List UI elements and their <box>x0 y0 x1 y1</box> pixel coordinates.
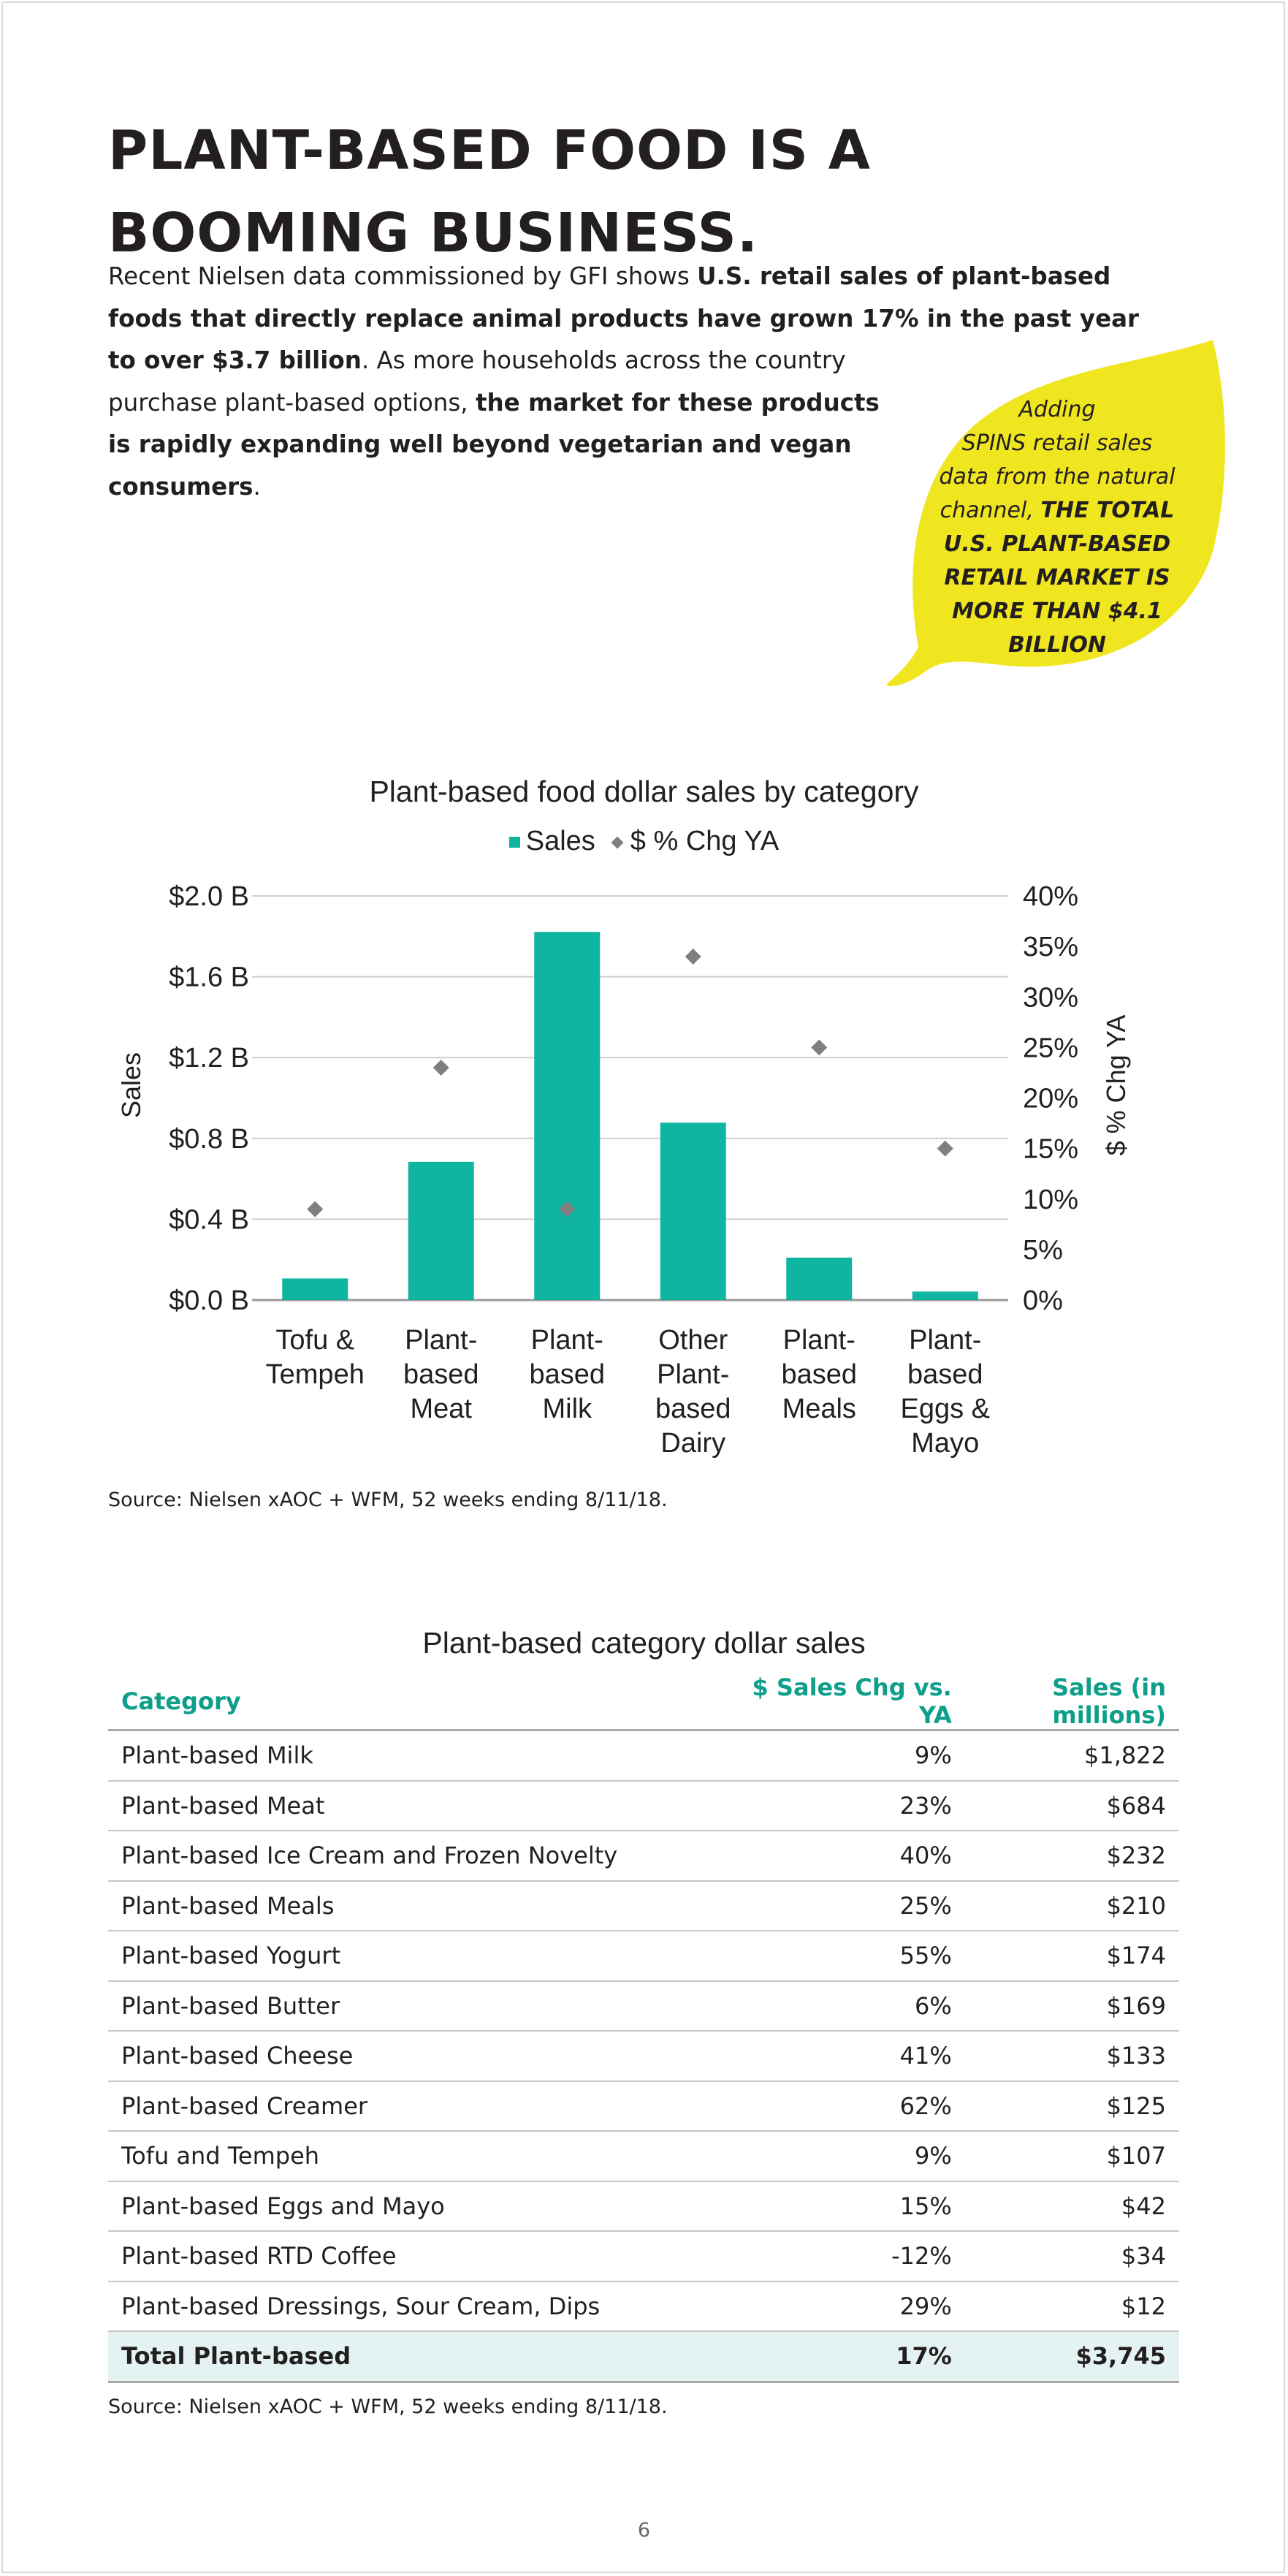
sales-change-cell: 40% <box>729 1831 965 1881</box>
intro-bold: the market for these products <box>475 388 880 417</box>
table-total-row <box>108 2331 1179 2382</box>
x-tick-label: Other <box>658 1325 728 1356</box>
header-category: Category <box>108 1673 729 1730</box>
table-row <box>108 1931 1179 1981</box>
leaf-callout-text <box>929 393 1185 662</box>
sales-cell: $107 <box>965 2131 1179 2181</box>
y-tick-label: $0.8 B <box>169 1123 249 1155</box>
legend-chg-label: $ % Chg YA <box>630 826 780 856</box>
y2-tick-label: 15% <box>1023 1133 1079 1165</box>
sales-cell: $210 <box>965 1881 1179 1931</box>
headline-line-1: PLANT-BASED FOOD IS A <box>108 119 872 182</box>
y2-tick-label: 0% <box>1023 1285 1063 1316</box>
y-tick-label: $1.2 B <box>169 1043 249 1074</box>
x-tick-label: based <box>403 1359 479 1390</box>
sales-cell: $125 <box>965 2081 1179 2132</box>
table-row <box>108 1981 1179 2032</box>
x-tick-label: Tofu & <box>275 1325 355 1356</box>
headline-line-2: BOOMING BUSINESS. <box>108 202 759 265</box>
y-tick-label: $2.0 B <box>169 881 249 912</box>
legend-chg-marker <box>611 836 623 848</box>
callout-line: Adding <box>1018 397 1096 422</box>
x-tick-label: based <box>907 1359 983 1390</box>
table-header-row <box>108 1673 1179 1730</box>
sales-cell: $684 <box>965 1781 1179 1831</box>
table-row <box>108 2231 1179 2281</box>
x-tick-label: based <box>655 1394 731 1424</box>
x-tick-label: based <box>781 1359 858 1390</box>
y2-tick-label: 30% <box>1023 982 1079 1014</box>
table-row <box>108 1781 1179 1831</box>
y2-tick-label: 20% <box>1023 1083 1079 1114</box>
y-tick-label: $0.0 B <box>169 1285 249 1316</box>
table-source-note: Source: Nielsen xAOC + WFM, 52 weeks ending 8/11/18. <box>108 2395 668 2418</box>
callout-line: SPINS retail sales <box>961 430 1153 456</box>
table-row <box>108 1831 1179 1881</box>
callout-bold: MORE THAN $4.1 <box>952 599 1162 624</box>
sales-table <box>108 1673 1179 2383</box>
category-cell: Tofu and Tempeh <box>108 2131 729 2181</box>
category-cell: Plant-based Milk <box>108 1730 729 1781</box>
sales-cell: $42 <box>965 2181 1179 2232</box>
table-row <box>108 2181 1179 2232</box>
category-cell: Plant-based Meals <box>108 1881 729 1931</box>
legend-sales-label: Sales <box>525 826 595 856</box>
page-number: 6 <box>637 2519 651 2542</box>
legend-sales-swatch <box>509 837 520 848</box>
intro-bold: consumers <box>108 472 254 501</box>
sales-change-cell: 41% <box>729 2031 965 2081</box>
header-sales-change: $ Sales Chg vs. YA <box>729 1673 965 1730</box>
callout-line: data from the natural <box>939 464 1175 490</box>
category-cell: Plant-based Dressings, Sour Cream, Dips <box>108 2281 729 2332</box>
chart-source-note: Source: Nielsen xAOC + WFM, 52 weeks ending 8/11/18. <box>108 1489 668 1511</box>
table-row <box>108 1881 1179 1931</box>
intro-bold: to over $3.7 billion <box>108 346 362 374</box>
y2-tick-label: 5% <box>1023 1234 1063 1266</box>
callout-bold: RETAIL MARKET IS <box>944 565 1170 590</box>
callout-line: channel, <box>940 498 1041 523</box>
x-tick-label: Eggs & <box>900 1394 991 1424</box>
x-tick-label: Milk <box>542 1394 592 1424</box>
total-change-cell: 17% <box>729 2331 965 2382</box>
table-row <box>108 2131 1179 2181</box>
y-tick-label: $1.6 B <box>169 962 249 993</box>
sales-change-cell: 55% <box>729 1931 965 1981</box>
sales-cell: $232 <box>965 1831 1179 1881</box>
x-tick-label: Mayo <box>911 1428 980 1459</box>
x-tick-label: Plant- <box>782 1325 856 1356</box>
sales-change-cell: 25% <box>729 1881 965 1931</box>
table-row <box>108 2281 1179 2332</box>
sales-cell: $34 <box>965 2231 1179 2281</box>
sales-change-cell: 9% <box>729 1730 965 1781</box>
callout-bold: BILLION <box>1007 632 1107 658</box>
table-row <box>108 2031 1179 2081</box>
category-cell: Plant-based Meat <box>108 1781 729 1831</box>
category-cell: Plant-based RTD Coffee <box>108 2231 729 2281</box>
y2-axis-label: $ % Chg YA <box>1101 1014 1131 1156</box>
sales-change-cell: 9% <box>729 2131 965 2181</box>
sales-change-cell: 62% <box>729 2081 965 2132</box>
category-cell: Plant-based Eggs and Mayo <box>108 2181 729 2232</box>
intro-text: . <box>253 472 261 501</box>
sales-cell: $169 <box>965 1981 1179 2032</box>
x-tick-label: Plant- <box>530 1325 603 1356</box>
total-sales-cell: $3,745 <box>965 2331 1179 2382</box>
table-row <box>108 1730 1179 1781</box>
intro-bold: U.S. retail sales of plant-based <box>697 262 1111 290</box>
sales-cell: $12 <box>965 2281 1179 2332</box>
category-cell: Plant-based Yogurt <box>108 1931 729 1981</box>
category-cell: Plant-based Cheese <box>108 2031 729 2081</box>
y-tick-label: $0.4 B <box>169 1204 249 1236</box>
total-label-cell: Total Plant-based <box>108 2331 729 2382</box>
table-row <box>108 2081 1179 2132</box>
sales-change-cell: 15% <box>729 2181 965 2232</box>
intro-text: . As more households across the country <box>361 346 846 374</box>
x-tick-label: Plant- <box>657 1359 730 1390</box>
header-sales: Sales (in millions) <box>965 1673 1179 1730</box>
y-axis-label: Sales <box>116 1052 146 1119</box>
sales-cell: $1,822 <box>965 1730 1179 1781</box>
category-cell: Plant-based Butter <box>108 1981 729 2032</box>
y2-tick-label: 25% <box>1023 1033 1079 1064</box>
category-cell: Plant-based Creamer <box>108 2081 729 2132</box>
callout-bold: U.S. PLANT-BASED <box>943 531 1171 557</box>
x-tick-label: based <box>529 1359 606 1390</box>
category-cell: Plant-based Ice Cream and Frozen Novelty <box>108 1831 729 1881</box>
page-headline <box>108 110 985 275</box>
x-tick-label: Tempeh <box>265 1359 365 1390</box>
x-tick-label: Dairy <box>660 1428 726 1459</box>
intro-bold: is rapidly expanding well beyond vegetarian and vegan <box>108 430 852 458</box>
sales-change-cell: 23% <box>729 1781 965 1831</box>
intro-text: Recent Nielsen data commissioned by GFI shows <box>108 262 698 290</box>
callout-bold: THE TOTAL <box>1040 498 1175 523</box>
sales-change-cell: 29% <box>729 2281 965 2332</box>
x-tick-label: Meals <box>782 1394 856 1424</box>
intro-text: purchase plant-based options, <box>108 388 476 417</box>
chart-title: Plant-based food dollar sales by category <box>369 775 919 808</box>
x-tick-label: Plant- <box>909 1325 982 1356</box>
intro-bold: foods that directly replace animal products have grown 17% in the past year <box>108 304 1140 333</box>
x-tick-label: Meat <box>410 1394 472 1424</box>
sales-cell: $174 <box>965 1931 1179 1981</box>
y2-tick-label: 10% <box>1023 1184 1079 1215</box>
sales-cell: $133 <box>965 2031 1179 2081</box>
sales-change-cell: 6% <box>729 1981 965 2032</box>
sales-change-cell: -12% <box>729 2231 965 2281</box>
table-title: Plant-based category dollar sales <box>422 1626 866 1660</box>
y2-tick-label: 40% <box>1023 881 1079 912</box>
chart-legend <box>0 826 1288 857</box>
x-tick-label: Plant- <box>405 1325 478 1356</box>
y2-tick-label: 35% <box>1023 932 1079 963</box>
